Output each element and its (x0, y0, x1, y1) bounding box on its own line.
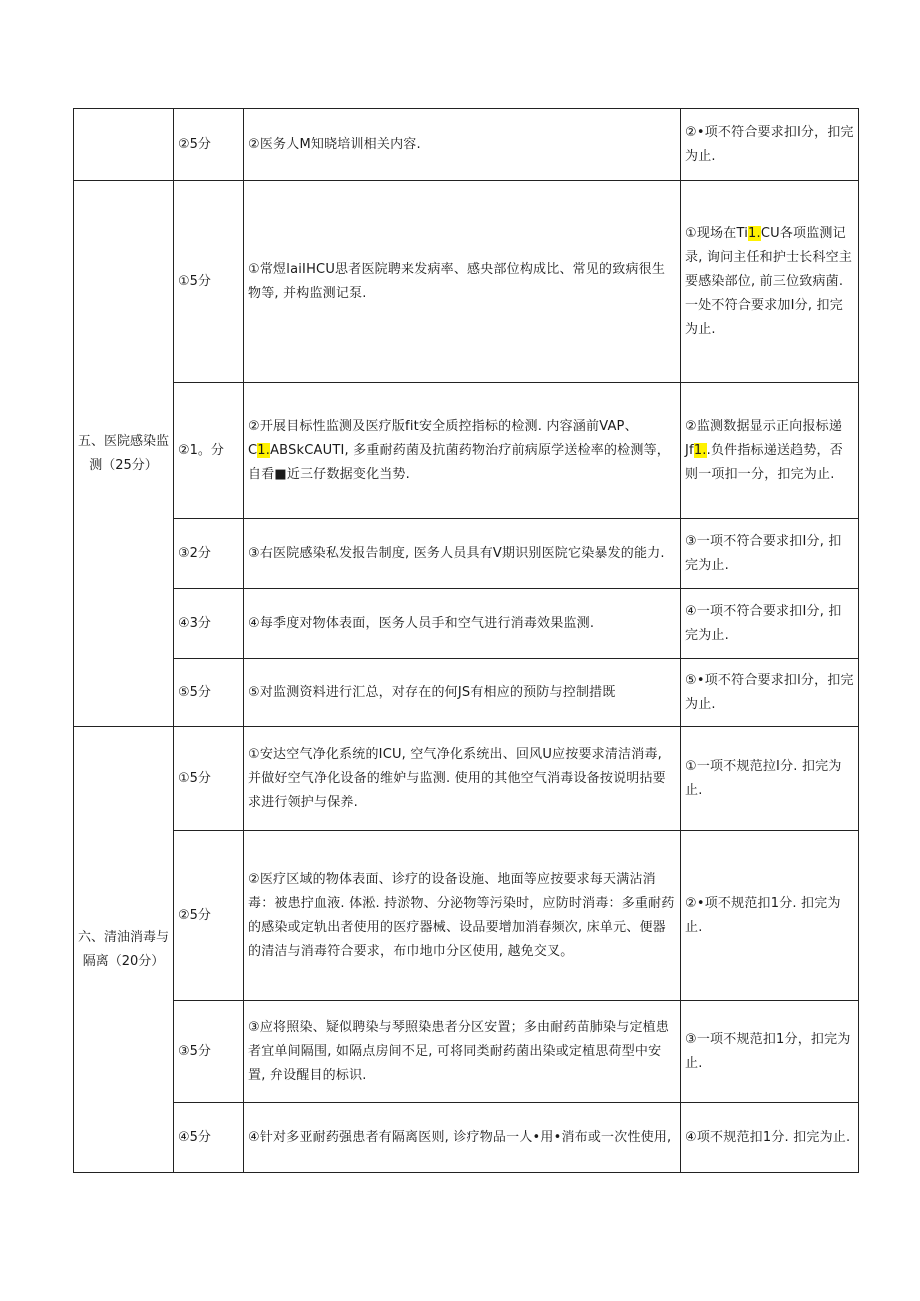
score-cell: ②1。分 (174, 383, 244, 519)
table-row (74, 1001, 859, 1103)
deduction-cell: ②•项不规范扣1分. 扣完为止. (681, 831, 859, 1001)
content-cell: ①常煜laiIHCU思者医院聘来发病率、感央部位构成比、常见的致病很生物等, 并构监测记泵. (244, 181, 681, 383)
highlight-mark: 1. (257, 442, 271, 458)
deduction-cell: ②•项不符合要求扣l分，扣完为止. (681, 109, 859, 181)
content-cell: ②医疗区域的物体表面、诊疗的设备设施、地面等应按要求每天满沾消毒：被患拧血液. 体淞. 持淤物、分泌物等污染时，应防时消毒：多重耐药的感染或定轨出者使用的医疗器械、设品要增加消春频次, 床单元、便器的清洁与消毒符合要求，布巾地巾分区使用, 越免交叉。 (244, 831, 681, 1001)
table-row (74, 109, 859, 181)
deduction-cell: ①一项不规范拉I分. 扣完为止. (681, 727, 859, 831)
table-row (74, 1103, 859, 1173)
deduction-cell: ③一项不符合要求扣I分, 扣完为止. (681, 519, 859, 589)
table-row (74, 831, 859, 1001)
category-cell: 六、清油消毒与隔离（20分） (74, 727, 174, 1173)
deduction-text: .负件指标递送趋势，否则一项扣一分，扣完为止. (685, 442, 843, 482)
deduction-cell (681, 181, 859, 383)
content-cell: ③应将照染、疑似聘染与琴照染患者分区安置；多由耐药苗肺染与定植患者宜单间隔围, 如隔点房间不足, 可将同类耐药菌出染或定植思荷型中安置, 弁设醒目的标识. (244, 1001, 681, 1103)
category-cell: 五、医院感染监测（25分） (74, 181, 174, 727)
score-cell: ②5分 (174, 831, 244, 1001)
category-cell (74, 109, 174, 181)
content-cell: ④针对多亚耐药强患者有隔离医则, 诊疗物品一人•用•消布或一次性使用, (244, 1103, 681, 1173)
score-cell: ③2分 (174, 519, 244, 589)
deduction-cell: ④项不规范扣1分. 扣完为止. (681, 1103, 859, 1173)
deduction-text: ①现场在Ti (685, 225, 749, 241)
table-row (74, 181, 859, 383)
score-cell: ③5分 (174, 1001, 244, 1103)
deduction-cell (681, 383, 859, 519)
content-cell: ③右医院感染私发报告制度, 医务人员具有V期识别医院它染暴发的能力. (244, 519, 681, 589)
table-row (74, 589, 859, 659)
table-row (74, 727, 859, 831)
table-row (74, 519, 859, 589)
content-cell: ④每季度对物体表面，医务人员手和空气进行消毒效果监测. (244, 589, 681, 659)
score-cell: ①5分 (174, 181, 244, 383)
table-row (74, 659, 859, 727)
deduction-cell: ③一项不规范扣1分，扣完为止. (681, 1001, 859, 1103)
score-cell: ④3分 (174, 589, 244, 659)
content-cell: ⑤对监测资料进行汇总，对存在的何JS有相应的预防与控制措既 (244, 659, 681, 727)
score-cell: ④5分 (174, 1103, 244, 1173)
assessment-table (73, 108, 859, 1173)
highlight-mark: 1. (748, 225, 761, 241)
highlight-mark: 1. (693, 442, 707, 458)
score-cell: ①5分 (174, 727, 244, 831)
content-text: ②开展目标性监测及医疗版fit安全质控指标的检测. 内容涵前VAP、C (248, 418, 638, 458)
content-cell: ①安达空气净化系统的ICU, 空气净化系统出、回风U应按要求清洁消毒, 并做好空气净化设备的维妒与监测. 使用的其他空气消毒设备按说明拈要求进行领护与保养. (244, 727, 681, 831)
deduction-cell: ④一项不符合要求扣I分, 扣完为止. (681, 589, 859, 659)
deduction-cell: ⑤•项不符合要求扣l分，扣完为止. (681, 659, 859, 727)
content-cell (244, 383, 681, 519)
deduction-text: CU各项监测记录, 询问主任和护士长科空主要感染部位, 前三位致病菌. 一处不符合要求加I分, 扣完为止. (685, 225, 853, 337)
content-cell: ②医务人M知晓培训相关内容. (244, 109, 681, 181)
score-cell: ②5分 (174, 109, 244, 181)
score-cell: ⑤5分 (174, 659, 244, 727)
content-text: ABSkCAUTI, 多重耐药菌及抗菌药物治疗前病原学送检率的检测等，自看■近三仔数据变化当势. (248, 442, 670, 482)
deduction-text: ②监测数据显示正向报标递Jf (685, 418, 843, 458)
table-row (74, 383, 859, 519)
